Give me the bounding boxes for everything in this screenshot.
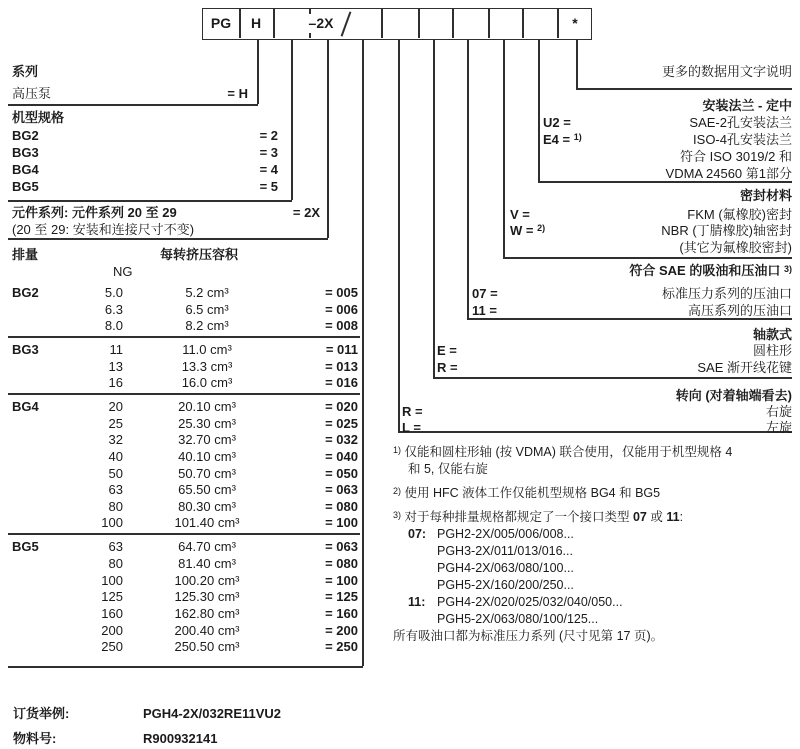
footnote-3: $^{3)}$ 对于每种排量规格都规定了一个接口类型 07 或 11: <box>393 510 684 524</box>
seal-code: W = $^{2)}$ <box>510 223 546 238</box>
component-series-label: 元件系列: 元件系列 20 至 29 <box>12 205 177 220</box>
size-code: = 3 <box>259 145 278 160</box>
connector-star <box>576 88 792 90</box>
table-row: 200 200.40 cm³ = 200 <box>101 623 358 638</box>
seal-code: V = <box>510 207 530 222</box>
material-number-label: 物料号: <box>13 731 57 746</box>
ports-code: 11 = <box>472 303 497 318</box>
displacement-title: 排量 <box>12 247 39 262</box>
group-label: BG2 <box>12 285 39 300</box>
size-label: BG3 <box>12 145 39 160</box>
table-separator <box>8 533 360 535</box>
order-example-label: 订货举例: <box>13 706 70 721</box>
footnote-ref: 3) <box>783 264 792 274</box>
component-series-row <box>12 205 320 220</box>
ports-desc: 标准压力系列的压油口 <box>661 286 792 301</box>
rotation-title: 转向 (对着轴端看去) <box>675 388 792 403</box>
connector-size <box>291 40 293 200</box>
table-row: 50 50.70 cm³ = 050 <box>108 466 358 481</box>
table-row: 25 25.30 cm³ = 025 <box>108 416 358 431</box>
ports-desc: 高压系列的压油口 <box>687 303 792 318</box>
size-label: BG2 <box>12 128 39 143</box>
table-row: BG4 20 20.10 cm³ = 020 <box>12 399 358 414</box>
connector-ports <box>467 318 792 320</box>
series-code: = H <box>227 86 248 101</box>
ports-07-label: 07: <box>408 527 427 541</box>
connector-seal <box>503 257 792 259</box>
table-row: 80 80.30 cm³ = 080 <box>108 499 358 514</box>
shaft-title: 轴款式 <box>752 327 792 342</box>
table-row: BG5 63 64.70 cm³ = 063 <box>12 539 358 554</box>
connector-flange <box>538 181 792 183</box>
flange-desc-extra: VDMA 24560 第1部分 <box>665 166 792 181</box>
table-row: 125 125.30 cm³ = 125 <box>101 589 358 604</box>
box-h: H <box>250 15 262 31</box>
box-divider <box>381 9 383 38</box>
connector-displacement <box>8 666 363 668</box>
seal-desc-extra: (其它为氟橡胶密封) <box>679 240 792 255</box>
footnote-1: $^{1)}$ 仅能和圆柱形轴 (按 VDMA) 联合使用，仅能用于机型规格 4 <box>393 445 733 459</box>
table-separator <box>8 393 360 395</box>
size-title: 机型规格 <box>12 110 65 125</box>
box-divider <box>488 9 490 38</box>
flange-code: U2 = <box>543 115 571 130</box>
footnote-ref: 2) <box>537 223 546 233</box>
size-label: BG4 <box>12 162 39 177</box>
ports-07-line: PGH5-2X/160/200/250... <box>437 578 574 592</box>
size-code: = 2 <box>259 128 278 143</box>
rotation-code: L = <box>402 420 421 435</box>
connector-series <box>257 40 259 104</box>
table-row: 6.3 6.5 cm³ = 006 <box>104 302 358 317</box>
footnote-2: $^{2)}$ 使用 HFC 液体工作仅能机型规格 BG4 和 BG5 <box>393 486 661 500</box>
table-row: 100 100.20 cm³ = 100 <box>101 573 358 588</box>
ports-07-line: PGH4-2X/063/080/100... <box>437 561 574 575</box>
material-number-value: R900932141 <box>143 731 218 746</box>
ports-07-line: PGH3-2X/011/013/016... <box>437 544 573 558</box>
shaft-desc: 圆柱形 <box>752 343 792 358</box>
seal-title: 密封材料 <box>739 188 792 203</box>
table-row: 160 162.80 cm³ = 160 <box>101 606 358 621</box>
flange-desc-extra: 符合 ISO 3019/2 和 <box>680 149 792 164</box>
box-divider <box>452 9 454 38</box>
series-label: 高压泵 <box>12 86 52 101</box>
box-divider <box>273 9 275 38</box>
box-divider <box>522 9 524 38</box>
order-example-value: PGH4-2X/032RE11VU2 <box>143 706 282 721</box>
ports-11-line: PGH5-2X/063/080/100/125... <box>437 612 599 626</box>
flange-desc: SAE-2孔安装法兰 <box>689 115 792 130</box>
size-code: = 5 <box>259 179 278 194</box>
table-row: 32 32.70 cm³ = 032 <box>108 432 358 447</box>
flange-title: 安装法兰 - 定中 <box>702 98 792 113</box>
seal-desc: FKM (氟橡胶)密封 <box>687 207 792 222</box>
table-row: 80 81.40 cm³ = 080 <box>108 556 358 571</box>
table-row: 250 250.50 cm³ = 250 <box>101 639 358 654</box>
connector-series <box>8 104 258 106</box>
size-code: = 4 <box>259 162 278 177</box>
shaft-code: R = <box>437 360 458 375</box>
table-row: 16 16.0 cm³ = 016 <box>108 375 358 390</box>
ports-11-line: PGH4-2X/020/025/032/040/050... <box>437 595 623 609</box>
table-row: BG2 5.0 5.2 cm³ = 005 <box>12 285 358 300</box>
table-row: 40 40.10 cm³ = 040 <box>108 449 358 464</box>
series-row <box>12 86 248 101</box>
box-divider <box>418 9 420 38</box>
ng-header: NG <box>113 264 133 279</box>
table-separator <box>8 336 360 338</box>
ports-title: 符合 SAE 的吸油和压油口 $^{3)}$ <box>629 263 792 278</box>
rotation-desc: 左旋 <box>765 420 792 435</box>
more-data-note: 更多的数据用文字说明 <box>661 64 792 79</box>
group-label: BG3 <box>12 342 39 357</box>
flange-code: E4 = $^{1)}$ <box>543 132 582 147</box>
group-label: BG4 <box>12 399 39 414</box>
displacement-col-header: 每转挤压容积 <box>160 247 239 262</box>
shaft-code: E = <box>437 343 457 358</box>
component-series-code: = 2X <box>292 205 320 220</box>
box-pg: PG <box>210 15 232 31</box>
table-row: BG3 11 11.0 cm³ = 011 <box>12 342 358 357</box>
table-row: 63 65.50 cm³ = 063 <box>108 482 358 497</box>
size-row <box>12 162 278 177</box>
group-label: BG5 <box>12 539 39 554</box>
footnote-1-cont: 和 5, 仅能右旋 <box>408 462 488 476</box>
connector-size <box>8 200 292 202</box>
box-star: * <box>572 15 578 31</box>
ports-11-label: 11: <box>408 595 426 609</box>
type-code-box-row <box>202 8 592 40</box>
ports-code: 07 = <box>472 286 498 301</box>
rotation-code: R = <box>402 404 423 419</box>
component-series-note: (20 至 29: 安装和连接尺寸不变) <box>12 222 195 237</box>
footnote-final: 所有吸油口都为标准压力系列 (尺寸见第 17 页)。 <box>393 629 664 643</box>
connector-component <box>8 238 328 240</box>
seal-desc: NBR (丁腈橡胶)轴密封 <box>661 223 792 238</box>
table-row: 100 101.40 cm³ = 100 <box>101 515 358 530</box>
ports-07-line: PGH2-2X/005/006/008... <box>437 527 574 541</box>
size-row <box>12 128 278 143</box>
size-row <box>12 145 278 160</box>
shaft-desc: SAE 渐开线花键 <box>697 360 792 375</box>
series-title: 系列 <box>12 64 39 79</box>
connector-component <box>327 40 329 238</box>
connector-shaft <box>433 377 792 379</box>
flange-desc: ISO-4孔安装法兰 <box>693 132 792 147</box>
size-label: BG5 <box>12 179 39 194</box>
box-series: –2X <box>308 15 334 31</box>
table-row: 8.0 8.2 cm³ = 008 <box>104 318 358 333</box>
rotation-desc: 右旋 <box>765 404 792 419</box>
connector-displacement <box>362 40 364 666</box>
footnote-ref: 1) <box>573 132 582 142</box>
table-row: 13 13.3 cm³ = 013 <box>108 359 358 374</box>
size-row <box>12 179 278 194</box>
